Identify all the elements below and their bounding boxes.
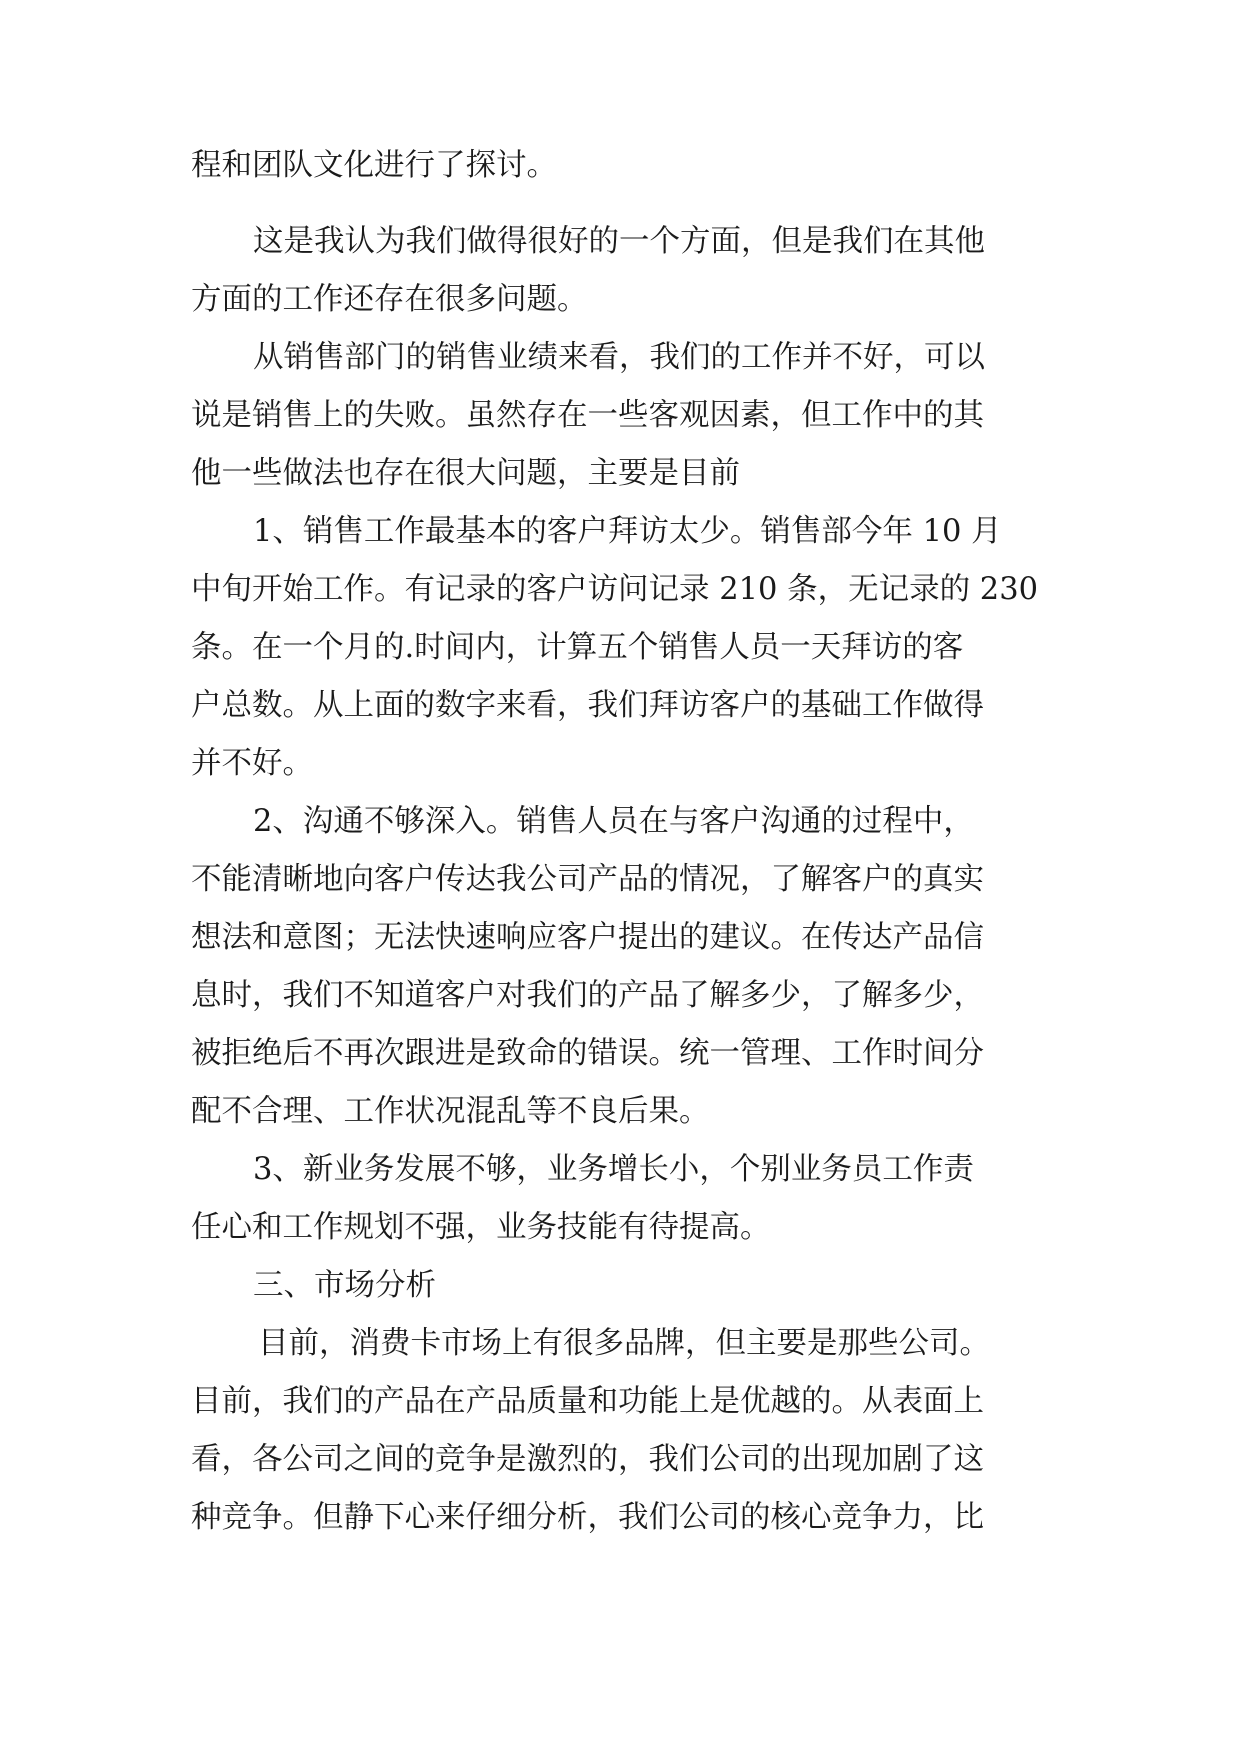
text-line: 目前，我们的产品在产品质量和功能上是优越的。从表面上 (191, 1384, 984, 1419)
text-line: 户总数。从上面的数字来看，我们拜访客户的基础工作做得 (191, 688, 984, 723)
text-line: 他一些做法也存在很大问题，主要是目前 (191, 456, 740, 491)
list-item-3-start: 3、新业务发展不够，业务增长小，个别业务员工作责 (253, 1152, 974, 1187)
paragraph-start-line: 从销售部门的销售业绩来看，我们的工作并不好，可以 (253, 340, 985, 375)
text-line: 条。在一个月的.时间内，计算五个销售人员一天拜访的客 (191, 630, 964, 665)
text-line: 看，各公司之间的竞争是激烈的，我们公司的出现加剧了这 (191, 1442, 984, 1477)
text-line: 说是销售上的失败。虽然存在一些客观因素，但工作中的其 (191, 398, 984, 433)
text-line: 程和团队文化进行了探讨。 (191, 148, 557, 183)
list-item-1-start: 1、销售工作最基本的客户拜访太少。销售部今年 10 月 (253, 514, 1002, 549)
text-line: 并不好。 (191, 746, 313, 781)
text-line: 不能清晰地向客户传达我公司产品的情况，了解客户的真实 (191, 862, 984, 897)
paragraph-start-line: 目前，消费卡市场上有很多品牌，但主要是那些公司。 (258, 1326, 990, 1361)
text-line: 想法和意图；无法快速响应客户提出的建议。在传达产品信 (191, 920, 984, 955)
text-line: 配不合理、工作状况混乱等不良后果。 (191, 1094, 710, 1129)
list-item-2-start: 2、沟通不够深入。销售人员在与客户沟通的过程中， (253, 804, 974, 839)
paragraph-start-line: 这是我认为我们做得很好的一个方面，但是我们在其他 (253, 224, 985, 259)
text-line: 息时，我们不知道客户对我们的产品了解多少，了解多少， (191, 978, 984, 1013)
text-line: 中旬开始工作。有记录的客户访问记录 210 条，无记录的 230 (191, 572, 1039, 607)
text-line: 种竞争。但静下心来仔细分析，我们公司的核心竞争力，比 (191, 1500, 984, 1535)
text-line: 方面的工作还存在很多问题。 (191, 282, 588, 317)
text-line: 任心和工作规划不强，业务技能有待提高。 (191, 1210, 771, 1245)
section-heading: 三、市场分析 (253, 1268, 436, 1303)
text-line: 被拒绝后不再次跟进是致命的错误。统一管理、工作时间分 (191, 1036, 984, 1071)
